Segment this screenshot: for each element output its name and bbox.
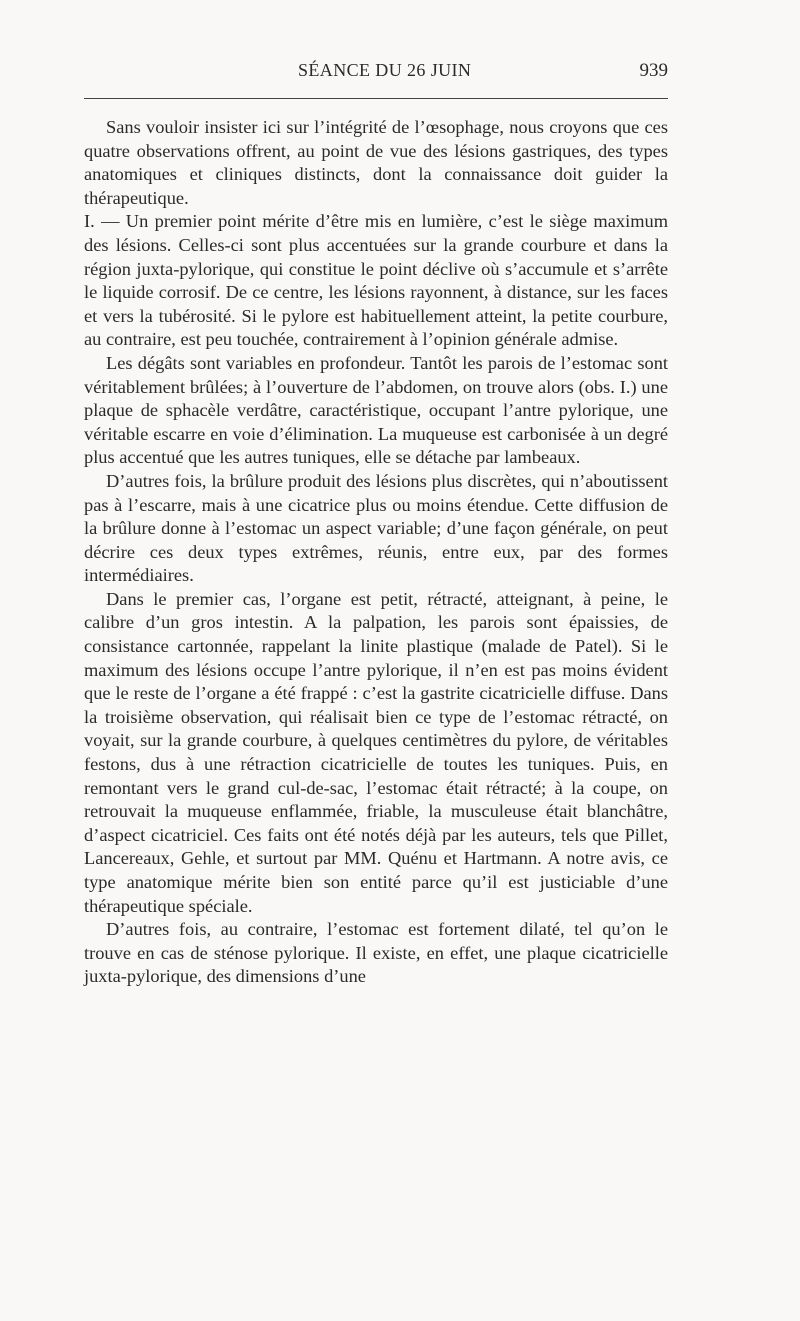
paragraph-discrete-lesions: D’autres fois, la brûlure produit des lésions plus discrètes, qui n’aboutissent pas à l’escarre, mais à une cicatrice plus ou moins étendue. Cette diffusion de la brûlure donne à l’estomac un aspect variable; d’une façon générale, on peut décrire ces deux types extrêmes, réunis, entre eux, par des formes intermédiaires. — [84, 470, 668, 586]
body-text — [84, 116, 668, 989]
paragraph-first-case: Dans le premier cas, l’organe est petit, rétracté, atteignant, à peine, le calibre d’un gros intestin. A la palpation, les parois sont épaissies, de consistance cartonnée, rappelant la linite plastique (malade de Patel). Si le maximum des lésions occupe l’antre pylorique, il n’en est pas moins évident que le reste de l’organe a été frappé : c’est la gastrite cicatricielle diffuse. Dans la troisième observation, qui réalisait bien ce type de l’estomac rétracté, on voyait, sur la grande courbure, à quelques centimètres du pylore, de véritables festons, dus à une rétraction cicatricielle de toutes les tuniques. Puis, en remontant vers le grand cul-de-sac, l’estomac était rétracté; à la coupe, on retrouvait la muqueuse enflammée, friable, la musculeuse était blanchâtre, d’aspect cicatriciel. Ces faits ont été notés déjà par les auteurs, tels que Pillet, Lancereaux, Gehle, et surtout par MM. Quénu et Hartmann. A notre avis, ce type anatomique mérite bien son entité parce qu’il est justiciable d’une thérapeutique spéciale. — [84, 588, 668, 916]
paragraph-section-1: I. — Un premier point mérite d’être mis en lumière, c’est le siège maximum des lésions. Celles-ci sont plus accentuées sur la grande courbure et dans la région juxta-pylorique, qui constitue le point déclive où s’accumule et s’arrête le liquide corrosif. De ce centre, les lésions rayonnent, à distance, sur les faces et vers la tubérosité. Si le pylore est habituellement atteint, la petite courbure, au contraire, est peu touchée, contrairement à l’opinion générale admise. — [84, 211, 668, 350]
header-rule — [84, 98, 668, 99]
paragraph-dilated-stomach: D’autres fois, au contraire, l’estomac est fortement dilaté, tel qu’on le trouve en cas de sténose pylorique. Il existe, en effet, une plaque cicatricielle juxta-pylorique, des dimensions d’une — [84, 919, 668, 987]
running-head — [84, 60, 668, 88]
running-title: SÉANCE DU 26 JUIN — [298, 60, 472, 80]
page-number: 939 — [639, 60, 668, 81]
paragraph-intro: Sans vouloir insister ici sur l’intégrité de l’œsophage, nous croyons que ces quatre observations offrent, au point de vue des lésions gastriques, des types anatomiques et cliniques distincts, dont la connaissance doit guider la thérapeutique. — [84, 117, 668, 208]
paragraph-lesions-depth: Les dégâts sont variables en profondeur. Tantôt les parois de l’estomac sont véritablement brûlées; à l’ouverture de l’abdomen, on trouve alors (obs. I.) une plaque de sphacèle verdâtre, caractéristique, occupant l’antre pylorique, une véritable escarre en voie d’élimination. La muqueuse est carbonisée à un degré plus accentué que les autres tuniques, elle se détache par lambeaux. — [84, 352, 668, 468]
